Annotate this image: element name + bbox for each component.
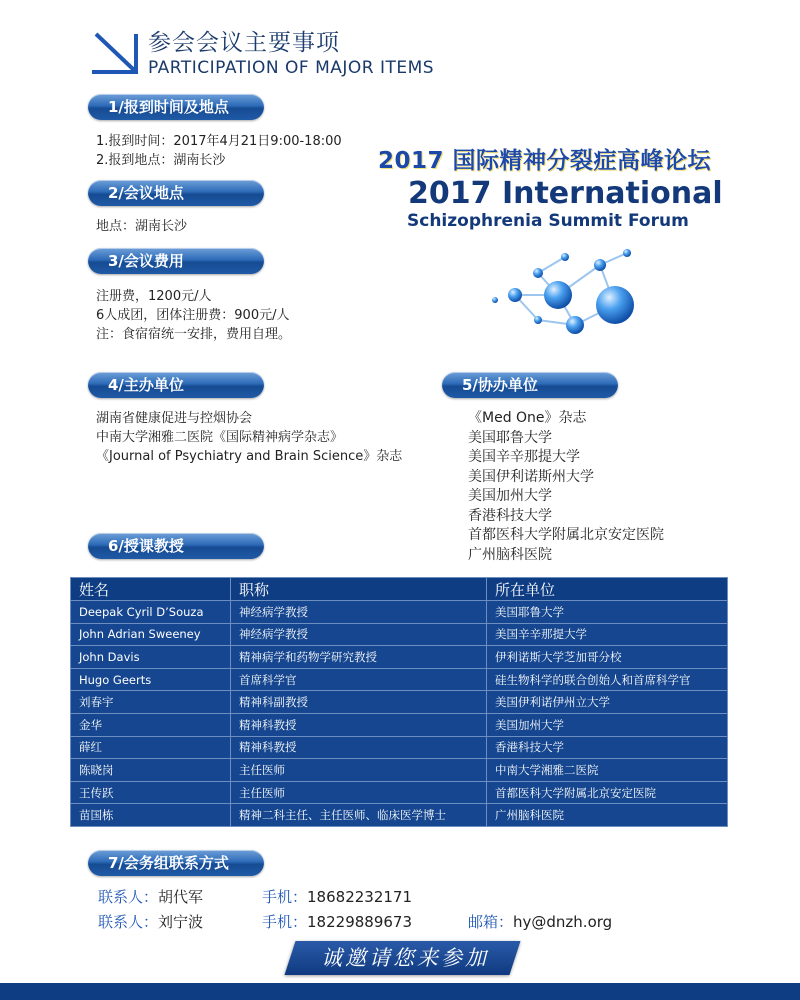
cell-title: 主任医师 xyxy=(231,781,487,804)
checkin-time: 1.报到时间：2017年4月21日9:00-18:00 xyxy=(96,134,342,149)
column-header-name: 姓名 xyxy=(71,578,231,601)
cell-title: 精神科教授 xyxy=(231,736,487,759)
cell-affiliation: 香港科技大学 xyxy=(487,736,728,759)
cell-affiliation: 美国辛辛那提大学 xyxy=(487,623,728,646)
table-row xyxy=(71,759,728,782)
cell-title: 精神病学和药物学研究教授 xyxy=(231,646,487,669)
table-row xyxy=(71,736,728,759)
cell-title: 精神科教授 xyxy=(231,713,487,736)
cell-affiliation: 广州脑科医院 xyxy=(487,804,728,827)
cell-title: 神经病学教授 xyxy=(231,623,487,646)
section-2-label: 2/会议地点 xyxy=(88,180,264,206)
column-header-title: 职称 xyxy=(231,578,487,601)
cell-name: 苗国栋 xyxy=(71,804,231,827)
table-row xyxy=(71,623,728,646)
cell-affiliation: 美国耶鲁大学 xyxy=(487,601,728,624)
cell-affiliation: 首都医科大学附属北京安定医院 xyxy=(487,781,728,804)
fee-line: 注册费，1200元/人 xyxy=(96,289,212,304)
checkin-place: 2.报到地点：湖南长沙 xyxy=(96,153,226,168)
email-address: hy@dnzh.org xyxy=(513,913,613,931)
cell-affiliation: 硅生物科学的联合创始人和首席科学官 xyxy=(487,668,728,691)
cohost-line: 美国辛辛那提大学 xyxy=(468,449,580,465)
molecule-icon xyxy=(480,245,640,345)
cell-name: John Adrian Sweeney xyxy=(71,623,231,646)
forum-title-en-line2: Schizophrenia Summit Forum xyxy=(407,211,689,231)
phone-label: 手机： xyxy=(262,888,308,906)
contact-phone-2 xyxy=(262,911,412,932)
group-fee-line: 6人成团，团体注册费：900元/人 xyxy=(96,308,290,323)
contact-row-2 xyxy=(98,911,203,932)
contact-row-1 xyxy=(98,886,203,907)
contact-email xyxy=(468,911,612,932)
table-row xyxy=(71,713,728,736)
contact-person: 刘宁波 xyxy=(158,913,204,931)
cell-title: 首席科学官 xyxy=(231,668,487,691)
table-row xyxy=(71,601,728,624)
section-3-content xyxy=(96,287,291,344)
cohost-line: 香港科技大学 xyxy=(468,507,552,524)
phone-number: 18229889673 xyxy=(307,913,412,931)
section-5-label: 5/协办单位 xyxy=(442,372,618,398)
forum-title-cn: 2017 国际精神分裂症高峰论坛 xyxy=(378,148,712,174)
email-label: 邮箱： xyxy=(468,913,514,931)
section-7-label: 7/会务组联系方式 xyxy=(88,850,264,876)
cell-affiliation: 中南大学湘雅二医院 xyxy=(487,759,728,782)
section-4-content xyxy=(96,409,402,466)
contact-person: 胡代军 xyxy=(158,888,204,906)
cohost-line: 美国伊利诺斯州大学 xyxy=(468,468,594,485)
arrow-corner-icon xyxy=(90,30,140,76)
cell-name: 陈晓岗 xyxy=(71,759,231,782)
cell-title: 主任医师 xyxy=(231,759,487,782)
host-line: 中南大学湘雅二医院《国际精神病学杂志》 xyxy=(96,430,344,445)
venue-line: 地点：湖南长沙 xyxy=(96,219,188,234)
cell-title: 精神二科主任、主任医师、临床医学博士 xyxy=(231,804,487,827)
table-row xyxy=(71,668,728,691)
host-line: 《Journal of Psychiatry and Brain Science》杂志 xyxy=(96,449,403,464)
cell-name: 刘春宇 xyxy=(71,691,231,714)
forum-title-en-line1: 2017 International xyxy=(408,176,723,211)
footer-bar xyxy=(0,983,800,1000)
cell-name: 王传跃 xyxy=(71,781,231,804)
cell-name: 薛红 xyxy=(71,736,231,759)
cell-name: Hugo Geerts xyxy=(71,668,231,691)
host-line: 湖南省健康促进与控烟协会 xyxy=(96,411,253,426)
contact-person-label: 联系人： xyxy=(98,913,159,931)
page-subtitle: PARTICIPATION OF MAJOR ITEMS xyxy=(148,58,435,78)
column-header-affiliation: 所在单位 xyxy=(487,578,728,601)
section-6-label: 6/授课教授 xyxy=(88,533,264,559)
table-header-row xyxy=(71,578,728,601)
table-row xyxy=(71,691,728,714)
contact-phone-1 xyxy=(262,886,412,907)
table-row xyxy=(71,781,728,804)
cohost-line: 首都医科大学附属北京安定医院 xyxy=(468,527,664,543)
cohost-line: 《Med One》杂志 xyxy=(468,410,587,426)
section-5-content xyxy=(468,409,664,565)
contact-person-label: 联系人： xyxy=(98,888,159,906)
section-1-content xyxy=(96,132,342,170)
cell-name: Deepak Cyril D’Souza xyxy=(71,601,231,624)
invite-text: 诚邀请您来参加 xyxy=(321,946,489,970)
cohost-line: 美国加州大学 xyxy=(468,488,552,504)
professors-table xyxy=(70,577,728,827)
cell-name: John Davis xyxy=(71,646,231,669)
cohost-line: 美国耶鲁大学 xyxy=(468,429,552,446)
section-4-label: 4/主办单位 xyxy=(88,372,264,398)
phone-number: 18682232171 xyxy=(307,888,412,906)
phone-label: 手机： xyxy=(262,913,308,931)
cell-title: 精神科副教授 xyxy=(231,691,487,714)
cohost-line: 广州脑科医院 xyxy=(468,546,552,563)
cell-affiliation: 伊利诺斯大学芝加哥分校 xyxy=(487,646,728,669)
table-row xyxy=(71,804,728,827)
cell-name: 金华 xyxy=(71,713,231,736)
section-1-label: 1/报到时间及地点 xyxy=(88,94,264,120)
page-title: 参会会议主要事项 xyxy=(148,30,340,56)
cell-affiliation: 美国加州大学 xyxy=(487,713,728,736)
cell-title: 神经病学教授 xyxy=(231,601,487,624)
section-2-content xyxy=(96,217,187,236)
section-3-label: 3/会议费用 xyxy=(88,248,264,274)
fee-note-line: 注：食宿宿统一安排，费用自理。 xyxy=(96,327,292,342)
cell-affiliation: 美国伊利诺伊州立大学 xyxy=(487,691,728,714)
table-row xyxy=(71,646,728,669)
